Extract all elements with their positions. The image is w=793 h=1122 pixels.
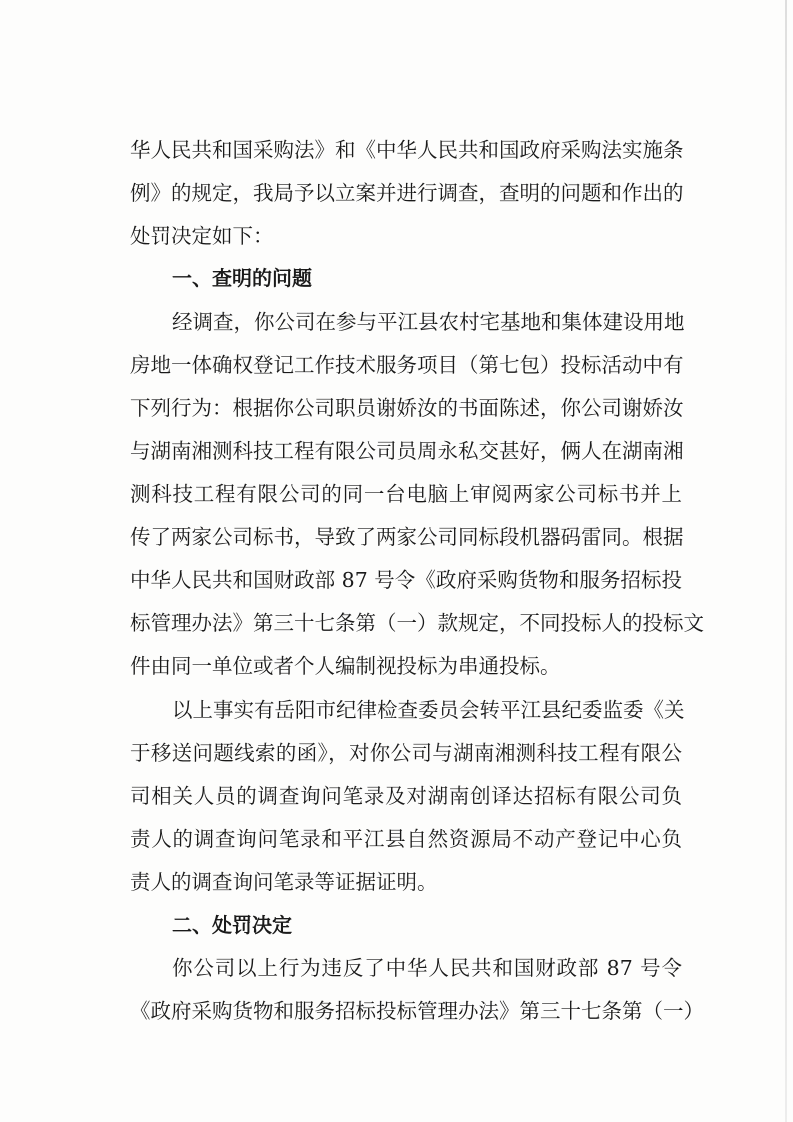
body-line-20: 你公司以上行为违反了中华人民共和国财政部 87 号令	[172, 956, 682, 980]
body-line-11: 中华人民共和国财政部 87 号令《政府采购货物和服务招标投	[130, 568, 682, 592]
body-line-6: 房地一体确权登记工作技术服务项目（第七包）投标活动中有	[130, 353, 684, 377]
body-line-10: 传了两家公司标书，导致了两家公司同标段机器码雷同。根据	[130, 525, 684, 549]
body-line-16: 司相关人员的调查询问笔录及对湖南创译达招标有限公司负	[130, 784, 682, 808]
body-line-9: 测科技工程有限公司的同一台电脑上审阅两家公司标书并上	[130, 482, 682, 506]
body-line-5: 经调查，你公司在参与平江县农村宅基地和集体建设用地	[172, 310, 685, 334]
body-line-2: 例》的规定，我局予以立案并进行调查，查明的问题和作出的	[130, 181, 684, 205]
body-line-14: 以上事实有岳阳市纪律检查委员会转平江县纪委监委《关	[172, 698, 685, 722]
body-line-21: 《政府采购货物和服务招标投标管理办法》第三十七条第（一）	[130, 999, 704, 1023]
body-line-15: 于移送问题线索的函》，对你公司与湖南湘测科技工程有限公	[130, 741, 682, 765]
body-line-3: 处罚决定如下：	[130, 224, 274, 248]
section-heading-findings: 一、查明的问题	[172, 266, 312, 290]
body-line-8: 与湖南湘测科技工程有限公司员周永私交甚好，俩人在湖南湘	[130, 439, 684, 463]
scan-edge-shadow	[785, 0, 787, 1122]
body-line-17: 责人的调查询问笔录和平江县自然资源局不动产登记中心负	[130, 827, 682, 851]
body-line-1: 华人民共和国采购法》和《中华人民共和国政府采购法实施条	[130, 138, 684, 162]
section-heading-decision: 二、处罚决定	[172, 913, 292, 937]
body-line-13: 件由同一单位或者个人编制视投标为串通投标。	[130, 654, 561, 678]
body-line-18: 责人的调查询问笔录等证据证明。	[130, 870, 438, 894]
body-line-12: 标管理办法》第三十七条第（一）款规定，不同投标人的投标文	[130, 611, 704, 635]
body-line-7: 下列行为：根据你公司职员谢娇汝的书面陈述，你公司谢娇汝	[130, 396, 684, 420]
